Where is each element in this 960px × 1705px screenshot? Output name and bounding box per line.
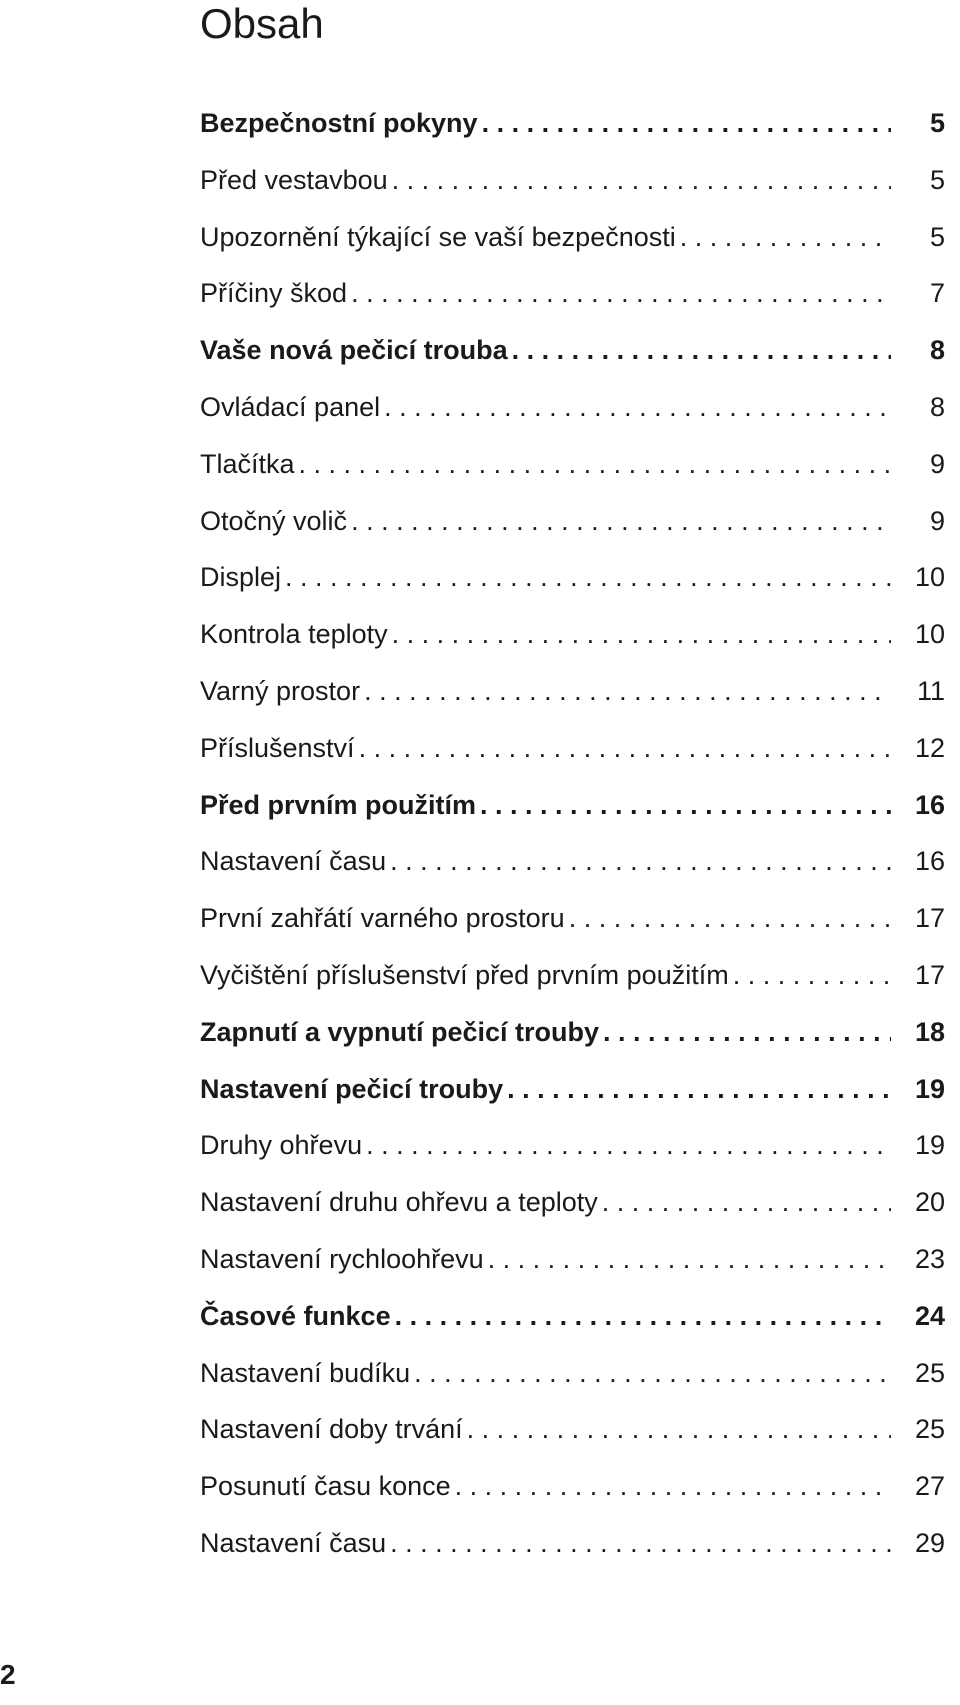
- dot-leader: [391, 1288, 891, 1345]
- toc-entry[interactable]: [200, 1174, 945, 1231]
- toc-page-number: 25: [914, 1357, 945, 1388]
- toc-entry[interactable]: [200, 1117, 945, 1174]
- toc-entry[interactable]: [200, 1401, 945, 1458]
- toc-entry-title: Displej: [200, 562, 282, 593]
- toc-entry-title: Zapnutí a vypnutí pečicí trouby: [200, 1016, 600, 1047]
- dot-leader: [355, 720, 891, 777]
- toc-entry[interactable]: [200, 265, 945, 322]
- toc-entry-title: Před prvním použitím: [200, 789, 477, 820]
- toc-page-number: 9: [929, 505, 945, 536]
- toc-entry[interactable]: [200, 606, 945, 663]
- dot-leader: [295, 436, 891, 493]
- toc-page-number: 23: [914, 1243, 945, 1274]
- toc-page-number: 17: [914, 959, 945, 990]
- toc-entry-title: Kontrola teploty: [200, 619, 388, 650]
- toc-entry-title: Nastavení budíku: [200, 1357, 411, 1388]
- toc-entry-title: Nastavení času: [200, 846, 387, 877]
- dot-leader: [484, 1231, 891, 1288]
- toc-entry-title: Ovládací panel: [200, 391, 381, 422]
- toc-page-number: 16: [914, 789, 945, 820]
- toc-entry[interactable]: [200, 209, 945, 266]
- toc-entry[interactable]: [200, 833, 945, 890]
- toc-page-number: 10: [914, 562, 945, 593]
- toc-entry[interactable]: [200, 379, 945, 436]
- toc-entry-title: Varný prostor: [200, 675, 361, 706]
- toc-entry-title: Vyčištění příslušenství před prvním použitím: [200, 959, 729, 990]
- toc-entry-title: Bezpečnostní pokyny: [200, 108, 478, 138]
- toc-entry[interactable]: [200, 1231, 945, 1288]
- toc-page-number: 20: [914, 1187, 945, 1218]
- toc-entry-chapter[interactable]: [200, 322, 945, 379]
- toc-entry[interactable]: [200, 493, 945, 550]
- toc-entry-title: Příčiny škod: [200, 278, 348, 309]
- toc-entry-title: Vaše nová pečicí trouba: [200, 335, 508, 366]
- page-title: Obsah: [200, 0, 324, 47]
- toc-page-number: 9: [929, 448, 945, 479]
- toc-entry[interactable]: [200, 1458, 945, 1515]
- toc-entry-title: Nastavení pečicí trouby: [200, 1073, 504, 1104]
- toc-page-number: 11: [916, 675, 945, 706]
- toc-page-number: 27: [914, 1471, 945, 1502]
- toc-page-number: 5: [929, 164, 945, 195]
- dot-leader: [360, 663, 891, 720]
- dot-leader: [508, 322, 891, 379]
- dot-leader: [388, 152, 891, 209]
- toc-entry-title: První zahřátí varného prostoru: [200, 903, 565, 934]
- dot-leader: [362, 1117, 891, 1174]
- toc-entry-title: Otočný volič: [200, 505, 348, 536]
- toc-entry-title: Posunutí času konce: [200, 1471, 451, 1502]
- toc-entry-chapter[interactable]: [200, 95, 945, 152]
- toc-page-number: 19: [914, 1073, 945, 1104]
- toc-entry[interactable]: [200, 1515, 945, 1572]
- toc-page-number: 12: [914, 732, 945, 763]
- toc-entry-title: Příslušenství: [200, 732, 355, 763]
- toc-entry[interactable]: [200, 947, 945, 1004]
- toc-page-number: 5: [929, 108, 945, 138]
- dot-leader: [281, 549, 891, 606]
- dot-leader: [386, 833, 891, 890]
- toc-entry-title: Upozornění týkající se vaší bezpečnosti: [200, 221, 676, 252]
- toc-entry-chapter[interactable]: [200, 1061, 945, 1118]
- dot-leader: [599, 1004, 891, 1061]
- toc-entry[interactable]: [200, 436, 945, 493]
- dot-leader: [386, 1515, 891, 1572]
- toc-entry-title: Tlačítka: [200, 448, 295, 479]
- toc-entry-title: Druhy ohřevu: [200, 1130, 363, 1161]
- dot-leader: [598, 1174, 891, 1231]
- dot-leader: [388, 606, 891, 663]
- toc-entry[interactable]: [200, 890, 945, 947]
- toc-entry-title: Nastavení druhu ohřevu a teploty: [200, 1187, 598, 1218]
- toc-page-number: 24: [914, 1300, 945, 1331]
- dot-leader: [565, 890, 891, 947]
- dot-leader: [729, 947, 891, 1004]
- dot-leader: [478, 95, 891, 152]
- toc-page-number: 29: [914, 1527, 945, 1558]
- toc-entry[interactable]: [200, 720, 945, 777]
- toc-page-number: 8: [929, 335, 945, 366]
- dot-leader: [463, 1401, 891, 1458]
- dot-leader: [410, 1345, 891, 1402]
- toc-entry-title: Nastavení rychloohřevu: [200, 1243, 484, 1274]
- toc-entry[interactable]: [200, 152, 945, 209]
- toc-entry-chapter[interactable]: [200, 777, 945, 834]
- toc-page-number: 17: [914, 903, 945, 934]
- toc-entry-title: Před vestavbou: [200, 164, 388, 195]
- toc-entry[interactable]: [200, 663, 945, 720]
- toc-entry-chapter[interactable]: [200, 1288, 945, 1345]
- toc-page-number: 19: [914, 1130, 945, 1161]
- toc-page-number: 8: [929, 391, 945, 422]
- page-number: 2: [0, 1659, 16, 1690]
- dot-leader: [476, 777, 891, 834]
- dot-leader: [347, 265, 891, 322]
- toc-page-number: 5: [929, 221, 945, 252]
- toc-page-number: 18: [914, 1016, 945, 1047]
- dot-leader: [380, 379, 891, 436]
- toc-entry[interactable]: [200, 549, 945, 606]
- dot-leader: [347, 493, 891, 550]
- toc-page-number: 10: [914, 619, 945, 650]
- dot-leader: [676, 209, 891, 266]
- dot-leader: [503, 1061, 891, 1118]
- toc-page-number: 25: [914, 1414, 945, 1445]
- toc-entry-title: Nastavení času: [200, 1527, 387, 1558]
- dot-leader: [451, 1458, 891, 1515]
- table-of-contents: [200, 95, 945, 1572]
- toc-entry-chapter[interactable]: [200, 1004, 945, 1061]
- toc-entry[interactable]: [200, 1345, 945, 1402]
- toc-entry-title: Nastavení doby trvání: [200, 1414, 463, 1445]
- toc-entry-title: Časové funkce: [200, 1300, 391, 1331]
- toc-page-number: 16: [914, 846, 945, 877]
- toc-page-number: 7: [929, 278, 945, 309]
